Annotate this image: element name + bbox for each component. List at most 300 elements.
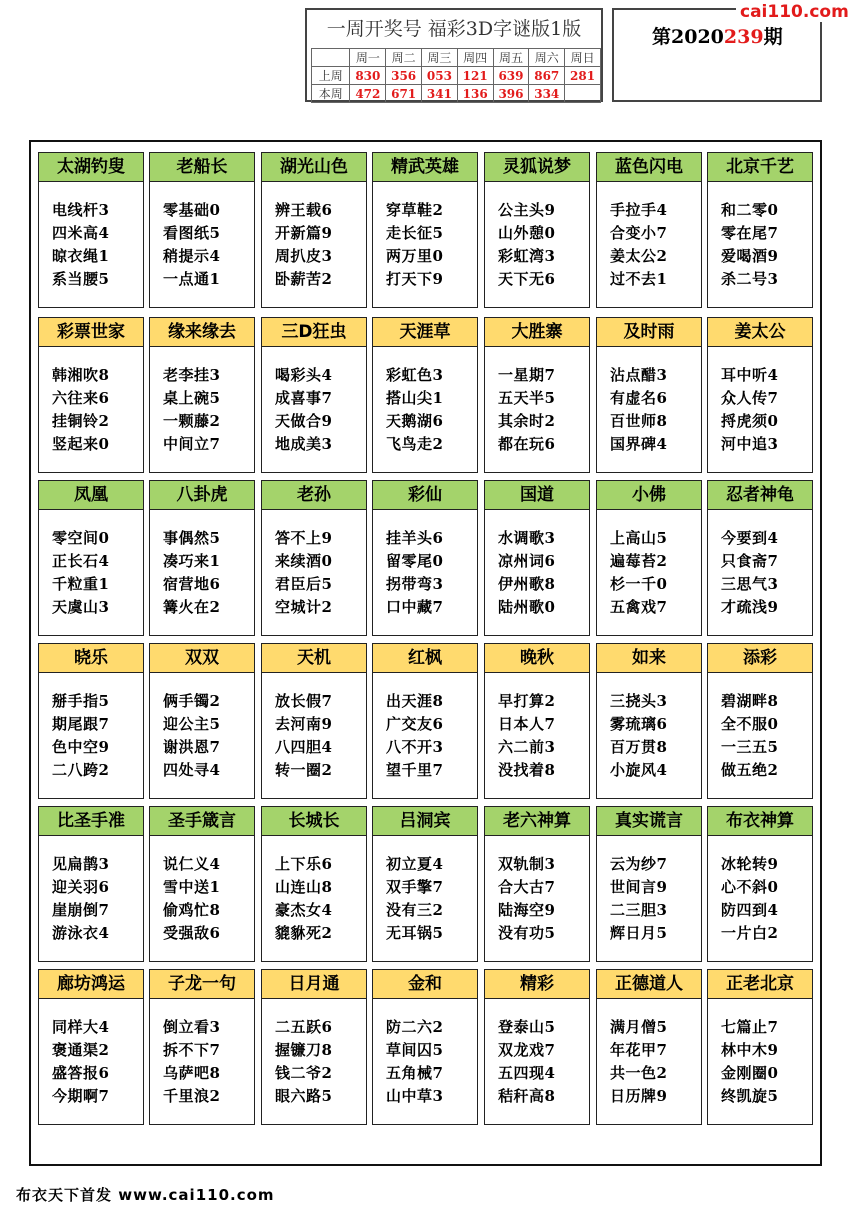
riddle-line: 五四现4 <box>498 1064 556 1082</box>
riddle-line: 开新篇9 <box>275 224 333 242</box>
riddle-line: 天做合9 <box>275 412 333 430</box>
riddle-grid <box>29 140 822 1166</box>
riddle-card <box>261 806 367 962</box>
riddle-line: 金刚圈0 <box>721 1064 779 1082</box>
riddle-card <box>149 969 255 1125</box>
riddle-line: 二三胆3 <box>610 901 668 919</box>
site-badge: cai110.com <box>736 2 850 22</box>
card-author-title: 圣手箴言 <box>150 807 254 836</box>
card-riddle-lines <box>721 364 778 456</box>
result-cell <box>565 85 601 103</box>
riddle-line: 零空间0 <box>52 529 110 547</box>
riddle-card <box>596 480 702 636</box>
card-author-title: 红枫 <box>373 644 477 673</box>
card-author-title: 三D狂虫 <box>262 318 366 347</box>
riddle-card <box>38 317 144 473</box>
card-author-title: 长城长 <box>262 807 366 836</box>
riddle-line: 雪中送1 <box>163 878 221 896</box>
riddle-card <box>372 643 478 799</box>
riddle-card <box>261 480 367 636</box>
riddle-line: 终凯旋5 <box>721 1087 779 1105</box>
card-riddle-lines <box>498 690 555 782</box>
riddle-card <box>149 643 255 799</box>
riddle-line: 辨王载6 <box>275 201 333 219</box>
riddle-line: 一颗藤2 <box>163 412 221 430</box>
riddle-card <box>707 969 813 1125</box>
riddle-line: 一片白2 <box>721 924 779 942</box>
riddle-card <box>38 969 144 1125</box>
riddle-line: 百世师8 <box>610 412 668 430</box>
riddle-line: 水调歌3 <box>498 529 556 547</box>
card-author-title: 八卦虎 <box>150 481 254 510</box>
riddle-line: 游泳衣4 <box>52 924 110 942</box>
day-header: 周六 <box>529 49 565 67</box>
riddle-card <box>149 152 255 308</box>
card-riddle-lines <box>610 1016 667 1108</box>
card-author-title: 老六神算 <box>485 807 589 836</box>
riddle-line: 六二前3 <box>498 738 556 756</box>
card-author-title: 日月通 <box>262 970 366 999</box>
riddle-line: 竖起来0 <box>52 435 110 453</box>
riddle-card <box>372 806 478 962</box>
riddle-card <box>484 969 590 1125</box>
result-cell: 396 <box>493 85 529 103</box>
riddle-line: 上高山5 <box>610 529 668 547</box>
card-riddle-lines <box>275 527 332 619</box>
riddle-line: 看图纸5 <box>163 224 221 242</box>
card-author-title: 精武英雄 <box>373 153 477 182</box>
card-riddle-lines <box>163 1016 220 1108</box>
riddle-line: 来续酒0 <box>275 552 333 570</box>
card-riddle-lines <box>275 364 332 456</box>
card-author-title: 天机 <box>262 644 366 673</box>
riddle-line: 全不服0 <box>721 715 779 733</box>
riddle-card <box>38 806 144 962</box>
riddle-line: 崖崩倒7 <box>52 901 110 919</box>
riddle-line: 秸秆高8 <box>498 1087 556 1105</box>
riddle-line: 宿营地6 <box>163 575 221 593</box>
card-riddle-lines <box>386 364 443 456</box>
riddle-line: 山连山8 <box>275 878 333 896</box>
card-riddle-lines <box>275 1016 332 1108</box>
riddle-card <box>38 480 144 636</box>
riddle-line: 同样大4 <box>52 1018 110 1036</box>
riddle-line: 沾点醋3 <box>610 366 668 384</box>
riddle-line: 千里浪2 <box>163 1087 221 1105</box>
result-cell: 639 <box>493 67 529 85</box>
card-author-title: 大胜寨 <box>485 318 589 347</box>
riddle-line: 挂铜铃2 <box>52 412 110 430</box>
card-riddle-lines <box>52 1016 109 1108</box>
riddle-card <box>707 806 813 962</box>
card-author-title: 布衣神算 <box>708 807 812 836</box>
card-author-title: 彩仙 <box>373 481 477 510</box>
day-header: 周三 <box>422 49 458 67</box>
riddle-line: 没有三2 <box>386 901 444 919</box>
riddle-line: 空城计2 <box>275 598 333 616</box>
card-author-title: 凤凰 <box>39 481 143 510</box>
riddle-line: 穿草鞋2 <box>386 201 444 219</box>
result-cell: 830 <box>350 67 386 85</box>
riddle-line: 一点通1 <box>163 270 221 288</box>
riddle-card <box>707 643 813 799</box>
riddle-card <box>596 643 702 799</box>
riddle-line: 谢洪恩7 <box>163 738 221 756</box>
riddle-card <box>596 152 702 308</box>
riddle-line: 和二零0 <box>721 201 779 219</box>
card-riddle-lines <box>386 690 443 782</box>
last-week-row <box>312 67 601 85</box>
riddle-line: 上下乐6 <box>275 855 333 873</box>
riddle-line: 登泰山5 <box>498 1018 556 1036</box>
riddle-line: 没有功5 <box>498 924 556 942</box>
riddle-line: 姜太公2 <box>610 247 668 265</box>
riddle-line: 小旋风4 <box>610 761 668 779</box>
card-author-title: 忍者神龟 <box>708 481 812 510</box>
riddle-line: 卧薪苦2 <box>275 270 333 288</box>
riddle-line: 日本人7 <box>498 715 556 733</box>
riddle-card <box>484 643 590 799</box>
footer-text: 布衣天下首发 www.cai110.com <box>16 1186 275 1204</box>
card-riddle-lines <box>52 853 109 945</box>
riddle-line: 无耳锅5 <box>386 924 444 942</box>
weekly-results-panel <box>305 8 603 102</box>
riddle-line: 云为纱7 <box>610 855 668 873</box>
riddle-line: 国界碑4 <box>610 435 668 453</box>
riddle-card <box>596 806 702 962</box>
card-author-title: 湖光山色 <box>262 153 366 182</box>
riddle-line: 才疏浅9 <box>721 598 779 616</box>
riddle-line: 望千里7 <box>386 761 444 779</box>
riddle-line: 日历牌9 <box>610 1087 668 1105</box>
issue-suffix: 期 <box>763 26 783 48</box>
days-row <box>312 49 601 67</box>
riddle-card <box>484 317 590 473</box>
riddle-line: 众人传7 <box>721 389 779 407</box>
riddle-line: 千粒重1 <box>52 575 110 593</box>
header-title: 一周开奖号 福彩3D字谜版1版 <box>326 18 582 40</box>
riddle-line: 今期啊7 <box>52 1087 110 1105</box>
riddle-card <box>372 969 478 1125</box>
riddle-line: 陆海空9 <box>498 901 556 919</box>
card-author-title: 金和 <box>373 970 477 999</box>
riddle-line: 初立夏4 <box>386 855 444 873</box>
riddle-line: 出天涯8 <box>386 692 444 710</box>
card-author-title: 小佛 <box>597 481 701 510</box>
riddle-card <box>596 969 702 1125</box>
card-riddle-lines <box>721 527 778 619</box>
card-author-title: 如来 <box>597 644 701 673</box>
card-riddle-lines <box>52 690 109 782</box>
riddle-line: 挂羊头6 <box>386 529 444 547</box>
day-header: 周二 <box>386 49 422 67</box>
riddle-line: 碧湖畔8 <box>721 692 779 710</box>
day-header: 周四 <box>457 49 493 67</box>
riddle-line: 色中空9 <box>52 738 110 756</box>
riddle-line: 彩虹色3 <box>386 366 444 384</box>
riddle-line: 韩湘吹8 <box>52 366 110 384</box>
issue-id: 239 <box>723 26 764 48</box>
riddle-line: 冰轮转9 <box>721 855 779 873</box>
card-riddle-lines <box>386 1016 443 1108</box>
riddle-line: 百万贯8 <box>610 738 668 756</box>
riddle-card <box>149 317 255 473</box>
card-riddle-lines <box>610 853 667 945</box>
riddle-line: 只食斋7 <box>721 552 779 570</box>
riddle-line: 六往来6 <box>52 389 110 407</box>
riddle-line: 陆州歌0 <box>498 598 556 616</box>
riddle-line: 三挠头3 <box>610 692 668 710</box>
riddle-line: 电线杆3 <box>52 201 110 219</box>
riddle-line: 走长征5 <box>386 224 444 242</box>
issue-number <box>652 22 783 49</box>
riddle-line: 四米高4 <box>52 224 110 242</box>
riddle-line: 杀二号3 <box>721 270 779 288</box>
riddle-line: 五角械7 <box>386 1064 444 1082</box>
riddle-card <box>261 969 367 1125</box>
card-riddle-lines <box>163 199 220 291</box>
card-author-title: 太湖钓叟 <box>39 153 143 182</box>
riddle-line: 转一圈2 <box>275 761 333 779</box>
issue-panel <box>612 8 822 102</box>
riddle-line: 七篇止7 <box>721 1018 779 1036</box>
card-author-title: 正德道人 <box>597 970 701 999</box>
riddle-line: 今要到4 <box>721 529 779 547</box>
card-author-title: 老船长 <box>150 153 254 182</box>
riddle-line: 掰手指5 <box>52 692 110 710</box>
riddle-line: 盛答报6 <box>52 1064 110 1082</box>
riddle-line: 周扒皮3 <box>275 247 333 265</box>
card-riddle-lines <box>498 364 555 456</box>
riddle-line: 一星期7 <box>498 366 556 384</box>
riddle-line: 晾衣绳1 <box>52 247 110 265</box>
riddle-card <box>707 152 813 308</box>
riddle-line: 桌上碗5 <box>163 389 221 407</box>
riddle-line: 草间囚5 <box>386 1041 444 1059</box>
riddle-line: 没找着8 <box>498 761 556 779</box>
card-author-title: 姜太公 <box>708 318 812 347</box>
riddle-line: 迎公主5 <box>163 715 221 733</box>
card-riddle-lines <box>498 853 555 945</box>
riddle-line: 老李挂3 <box>163 366 221 384</box>
riddle-line: 偷鸡忙8 <box>163 901 221 919</box>
card-author-title: 灵狐说梦 <box>485 153 589 182</box>
riddle-line: 双手擎7 <box>386 878 444 896</box>
card-author-title: 晚秋 <box>485 644 589 673</box>
riddle-line: 四处寻4 <box>163 761 221 779</box>
riddle-line: 成喜事7 <box>275 389 333 407</box>
riddle-line: 杉一千0 <box>610 575 668 593</box>
result-cell: 472 <box>350 85 386 103</box>
riddle-line: 答不上9 <box>275 529 333 547</box>
riddle-card <box>484 152 590 308</box>
riddle-line: 合大古7 <box>498 878 556 896</box>
riddle-line: 拐带弯3 <box>386 575 444 593</box>
riddle-line: 世间言9 <box>610 878 668 896</box>
riddle-line: 中间立7 <box>163 435 221 453</box>
card-author-title: 双双 <box>150 644 254 673</box>
riddle-line: 年花甲7 <box>610 1041 668 1059</box>
riddle-card <box>707 480 813 636</box>
riddle-line: 防四到4 <box>721 901 779 919</box>
card-riddle-lines <box>610 199 667 291</box>
result-cell: 053 <box>422 67 458 85</box>
weekly-results-table <box>311 48 601 103</box>
riddle-line: 天虞山3 <box>52 598 110 616</box>
riddle-line: 正长石4 <box>52 552 110 570</box>
riddle-line: 五禽戏7 <box>610 598 668 616</box>
riddle-line: 事偶然5 <box>163 529 221 547</box>
riddle-line: 爱喝酒9 <box>721 247 779 265</box>
issue-prefix: 第2020 <box>652 26 724 48</box>
riddle-line: 钱二爷2 <box>275 1064 333 1082</box>
row-label: 上周 <box>312 67 350 85</box>
riddle-line: 搭山尖1 <box>386 389 444 407</box>
day-header: 周五 <box>493 49 529 67</box>
card-author-title: 正老北京 <box>708 970 812 999</box>
riddle-line: 貔貅死2 <box>275 924 333 942</box>
riddle-line: 篝火在2 <box>163 598 221 616</box>
result-cell: 867 <box>529 67 565 85</box>
riddle-line: 过不去1 <box>610 270 668 288</box>
day-header: 周日 <box>565 49 601 67</box>
riddle-line: 一三五5 <box>721 738 779 756</box>
card-riddle-lines <box>163 527 220 619</box>
riddle-line: 系当腰5 <box>52 270 110 288</box>
riddle-line: 零在尾7 <box>721 224 779 242</box>
card-riddle-lines <box>275 690 332 782</box>
riddle-line: 耳中听4 <box>721 366 779 384</box>
riddle-line: 彩虹湾3 <box>498 247 556 265</box>
card-author-title: 老孙 <box>262 481 366 510</box>
riddle-card <box>149 806 255 962</box>
card-author-title: 真实谎言 <box>597 807 701 836</box>
card-riddle-lines <box>52 364 109 456</box>
card-author-title: 晓乐 <box>39 644 143 673</box>
riddle-line: 零基础0 <box>163 201 221 219</box>
riddle-line: 合变小7 <box>610 224 668 242</box>
riddle-line: 八四胆4 <box>275 738 333 756</box>
result-cell: 356 <box>386 67 422 85</box>
card-author-title: 子龙一句 <box>150 970 254 999</box>
riddle-line: 期尾跟7 <box>52 715 110 733</box>
day-header: 周一 <box>350 49 386 67</box>
card-author-title: 缘来缘去 <box>150 318 254 347</box>
riddle-line: 八不开3 <box>386 738 444 756</box>
riddle-line: 河中追3 <box>721 435 779 453</box>
card-riddle-lines <box>721 1016 778 1108</box>
riddle-card <box>484 806 590 962</box>
riddle-line: 双龙戏7 <box>498 1041 556 1059</box>
card-riddle-lines <box>163 364 220 456</box>
card-riddle-lines <box>163 690 220 782</box>
riddle-line: 伊州歌8 <box>498 575 556 593</box>
riddle-card <box>261 643 367 799</box>
riddle-line: 有虚名6 <box>610 389 668 407</box>
riddle-line: 三思气3 <box>721 575 779 593</box>
card-riddle-lines <box>163 853 220 945</box>
card-author-title: 北京千艺 <box>708 153 812 182</box>
riddle-line: 说仁义4 <box>163 855 221 873</box>
riddle-line: 俩手镯2 <box>163 692 221 710</box>
riddle-card <box>372 317 478 473</box>
riddle-line: 早打算2 <box>498 692 556 710</box>
riddle-card <box>484 480 590 636</box>
card-riddle-lines <box>386 853 443 945</box>
riddle-line: 地成美3 <box>275 435 333 453</box>
riddle-line: 防二六2 <box>386 1018 444 1036</box>
riddle-line: 口中藏7 <box>386 598 444 616</box>
card-riddle-lines <box>610 364 667 456</box>
riddle-line: 放长假7 <box>275 692 333 710</box>
riddle-line: 做五绝2 <box>721 761 779 779</box>
card-author-title: 蓝色闪电 <box>597 153 701 182</box>
riddle-line: 豪杰女4 <box>275 901 333 919</box>
riddle-line: 君臣后5 <box>275 575 333 593</box>
card-riddle-lines <box>721 853 778 945</box>
card-riddle-lines <box>721 199 778 291</box>
riddle-line: 五天半5 <box>498 389 556 407</box>
riddle-line: 山外憩0 <box>498 224 556 242</box>
riddle-line: 双轨制3 <box>498 855 556 873</box>
riddle-line: 山中草3 <box>386 1087 444 1105</box>
riddle-line: 握镰刀8 <box>275 1041 333 1059</box>
result-cell: 341 <box>422 85 458 103</box>
card-riddle-lines <box>498 1016 555 1108</box>
riddle-line: 凑巧来1 <box>163 552 221 570</box>
riddle-line: 两万里0 <box>386 247 444 265</box>
riddle-line: 打天下9 <box>386 270 444 288</box>
riddle-line: 喝彩头4 <box>275 366 333 384</box>
riddle-card <box>38 152 144 308</box>
riddle-line: 公主头9 <box>498 201 556 219</box>
riddle-line: 天下无6 <box>498 270 556 288</box>
riddle-line: 辉日月5 <box>610 924 668 942</box>
card-author-title: 吕洞宾 <box>373 807 477 836</box>
card-riddle-lines <box>275 853 332 945</box>
riddle-line: 稍提示4 <box>163 247 221 265</box>
riddle-line: 其余时2 <box>498 412 556 430</box>
riddle-line: 雾琉璃6 <box>610 715 668 733</box>
card-author-title: 国道 <box>485 481 589 510</box>
riddle-card <box>372 480 478 636</box>
riddle-card <box>149 480 255 636</box>
card-author-title: 及时雨 <box>597 318 701 347</box>
card-author-title: 精彩 <box>485 970 589 999</box>
card-riddle-lines <box>275 199 332 291</box>
riddle-line: 倒立看3 <box>163 1018 221 1036</box>
corner-cell <box>312 49 350 67</box>
result-cell: 281 <box>565 67 601 85</box>
riddle-line: 见扁鹊3 <box>52 855 110 873</box>
riddle-line: 迎关羽6 <box>52 878 110 896</box>
card-riddle-lines <box>498 199 555 291</box>
riddle-line: 手拉手4 <box>610 201 668 219</box>
riddle-line: 满月僧5 <box>610 1018 668 1036</box>
riddle-line: 眼六路5 <box>275 1087 333 1105</box>
riddle-line: 去河南9 <box>275 715 333 733</box>
card-riddle-lines <box>498 527 555 619</box>
result-cell: 136 <box>457 85 493 103</box>
riddle-line: 遍莓苔2 <box>610 552 668 570</box>
row-label: 本周 <box>312 85 350 103</box>
card-author-title: 比圣手准 <box>39 807 143 836</box>
riddle-line: 都在玩6 <box>498 435 556 453</box>
riddle-line: 林中木9 <box>721 1041 779 1059</box>
card-author-title: 廊坊鸿运 <box>39 970 143 999</box>
riddle-line: 共一色2 <box>610 1064 668 1082</box>
card-riddle-lines <box>386 527 443 619</box>
